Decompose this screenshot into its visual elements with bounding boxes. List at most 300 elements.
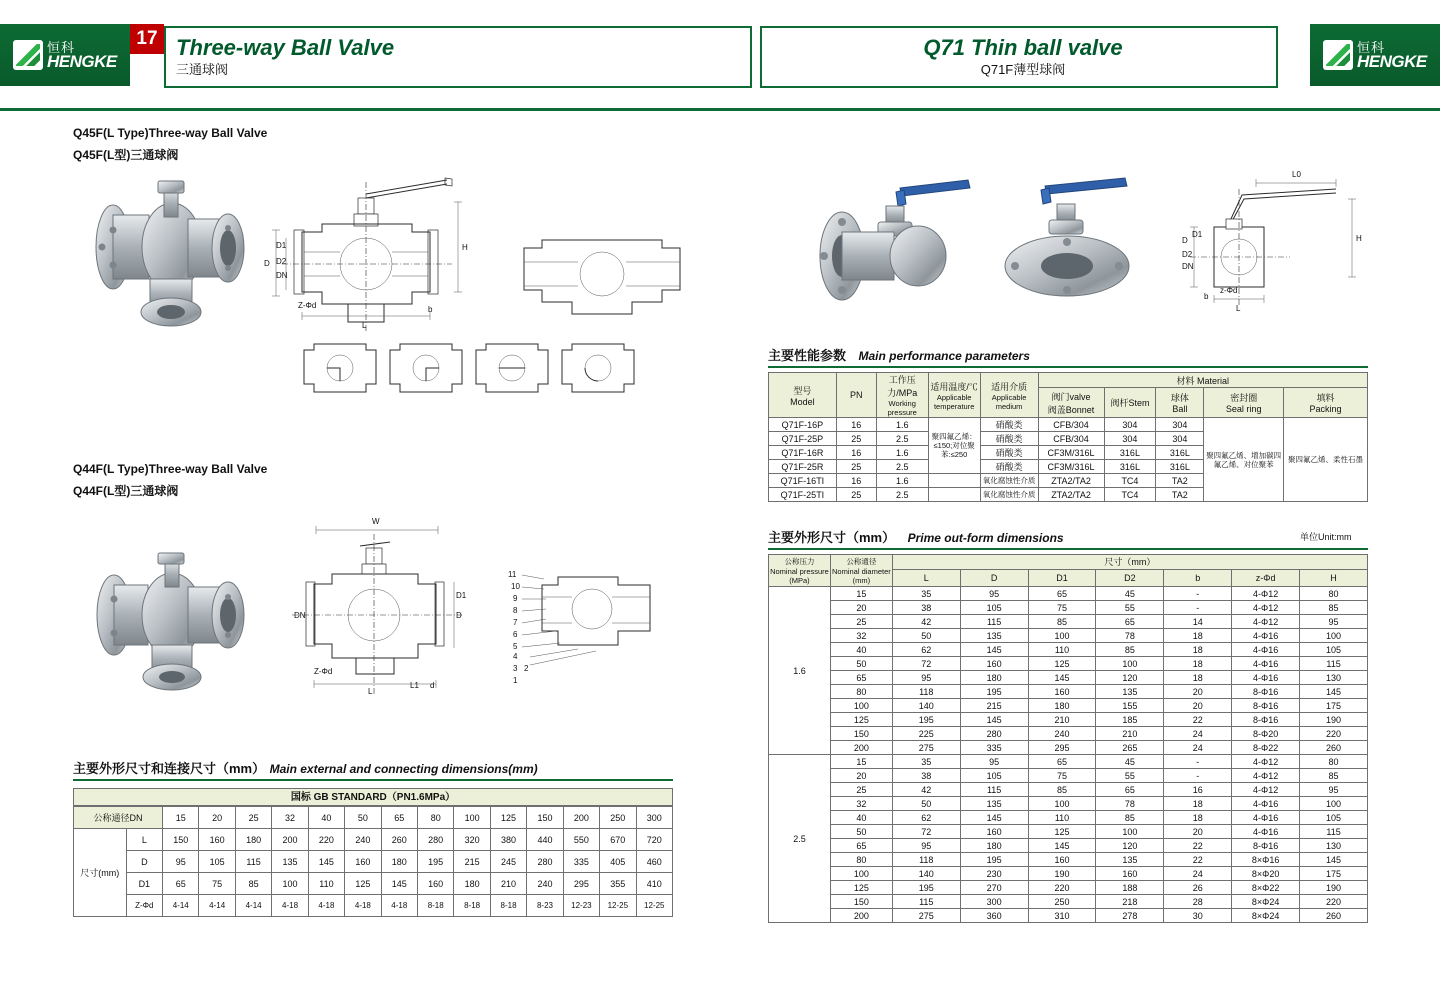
- cell-b: 18: [1164, 811, 1232, 825]
- cell-pressure-25: 2.5: [769, 755, 831, 923]
- cell-D: 105: [960, 601, 1028, 615]
- cell-D-1: 105: [199, 851, 235, 873]
- svg-text:3: 3: [513, 664, 518, 673]
- cell-zd: 4-Φ16: [1232, 629, 1300, 643]
- svg-text:L0: L0: [1292, 170, 1301, 179]
- dim-heading-en: Prime out-form dimensions: [907, 531, 1064, 545]
- cell-L-8: 320: [454, 829, 490, 851]
- cell-D-2: 115: [235, 851, 271, 873]
- cell-b: 30: [1164, 909, 1232, 923]
- q45f-product-photo: [80, 175, 260, 335]
- cell-D2: 160: [1096, 867, 1164, 881]
- cell-Zd-8: 8-18: [454, 895, 490, 917]
- svg-text:D1: D1: [276, 241, 287, 250]
- cell-D1-0: 65: [163, 873, 199, 895]
- th-nd-unit: (mm): [852, 576, 871, 585]
- cell-bonnet-4: ZTA2/TA2: [1038, 474, 1104, 488]
- th-ball-cn: 球体: [1170, 393, 1189, 404]
- cell-L: 275: [892, 909, 960, 923]
- unit-note: 单位Unit:mm: [1300, 532, 1352, 542]
- cell-ball-2: 316L: [1156, 446, 1204, 460]
- cell-zd: 4-Φ16: [1232, 797, 1300, 811]
- cell-D2: 45: [1096, 587, 1164, 601]
- cell-dn-10: 150: [527, 807, 563, 829]
- cell-zd: 8×Φ16: [1232, 853, 1300, 867]
- table-row: [769, 555, 1368, 570]
- svg-text:1: 1: [513, 676, 518, 685]
- cell-model-2: Q71F-16R: [769, 446, 837, 460]
- cell-H: 115: [1300, 825, 1368, 839]
- cell-L: 42: [892, 783, 960, 797]
- left-section-rule: [73, 779, 673, 781]
- cell-D: 335: [960, 741, 1028, 755]
- cell-D1: 85: [1028, 783, 1096, 797]
- q44f-parts-drawing: [500, 565, 690, 690]
- cell-L: 95: [892, 839, 960, 853]
- table-row: [769, 895, 1368, 909]
- cell-D: 145: [960, 713, 1028, 727]
- cell-L: 140: [892, 699, 960, 713]
- row-head-size: [74, 829, 127, 917]
- svg-text:L: L: [368, 687, 373, 696]
- cell-D2: 55: [1096, 601, 1164, 615]
- th-nd-en: Nominal diameter: [831, 567, 891, 576]
- cell-D1-10: 240: [527, 873, 563, 895]
- svg-text:8: 8: [513, 606, 518, 615]
- th-wp-en: Working pressure: [887, 399, 917, 417]
- title-en-left: Three-way Ball Valve: [176, 35, 395, 60]
- cell-D-10: 280: [527, 851, 563, 873]
- cell-D-11: 335: [563, 851, 599, 873]
- cell-L: 118: [892, 853, 960, 867]
- table-row: [769, 839, 1368, 853]
- cell-dn-13: 300: [636, 807, 672, 829]
- row-label-Zd: Z-Φd: [126, 895, 162, 917]
- col-head-dn: 公称通径DN: [74, 807, 163, 829]
- cell-dn-5: 50: [345, 807, 381, 829]
- title-cn-left: 三通球阀: [176, 62, 229, 77]
- cell-L-9: 380: [490, 829, 526, 851]
- cell-Zd-7: 8-18: [417, 895, 453, 917]
- cell-D1: 210: [1028, 713, 1096, 727]
- cell-b: -: [1164, 769, 1232, 783]
- th-medium-en: Applicable medium: [991, 392, 1027, 411]
- cell-dn: 65: [830, 839, 892, 853]
- cell-D1: 190: [1028, 867, 1096, 881]
- title-block-left: [164, 26, 752, 88]
- cell-L: 195: [892, 713, 960, 727]
- cell-wp-2: 1.6: [876, 446, 928, 460]
- cell-D2: 100: [1096, 657, 1164, 671]
- logo-en-left: HENGKE: [47, 51, 117, 71]
- title-block-right: [760, 26, 1278, 88]
- svg-text:H: H: [1356, 234, 1362, 243]
- cell-Zd-12: 12-25: [600, 895, 636, 917]
- cell-D1-11: 295: [563, 873, 599, 895]
- q71f-photo-1: [800, 170, 980, 310]
- cell-medium-5: 氧化腐蚀性介质: [980, 488, 1038, 502]
- cell-D-3: 135: [272, 851, 308, 873]
- cell-b: 24: [1164, 741, 1232, 755]
- cell-pn-2: 16: [836, 446, 876, 460]
- svg-text:b: b: [428, 305, 433, 314]
- cell-dn: 100: [830, 867, 892, 881]
- th-pn: PN: [836, 373, 876, 418]
- perf-section-rule: [768, 366, 1368, 368]
- cell-D: 180: [960, 839, 1028, 853]
- th-zd: z-Φd: [1232, 569, 1300, 586]
- cell-D: 95: [960, 587, 1028, 601]
- cell-D2: 135: [1096, 685, 1164, 699]
- table-row: [769, 853, 1368, 867]
- cell-b: 20: [1164, 825, 1232, 839]
- row-label-D: D: [126, 851, 162, 873]
- cell-bonnet-5: ZTA2/TA2: [1038, 488, 1104, 502]
- cell-D1: 110: [1028, 643, 1096, 657]
- cell-wp-5: 2.5: [876, 488, 928, 502]
- product1-title-cn: Q45F(L型)三通球阀: [73, 148, 179, 162]
- cell-D: 230: [960, 867, 1028, 881]
- cell-D1: 145: [1028, 839, 1096, 853]
- svg-text:2: 2: [524, 664, 529, 673]
- svg-text:z-Φd: z-Φd: [1220, 286, 1238, 295]
- cell-D1: 160: [1028, 685, 1096, 699]
- cell-dn: 32: [830, 797, 892, 811]
- cell-b: 22: [1164, 839, 1232, 853]
- cell-L: 38: [892, 601, 960, 615]
- th-model: [769, 373, 837, 418]
- table-row: [769, 797, 1368, 811]
- cell-bonnet-3: CF3M/316L: [1038, 460, 1104, 474]
- cell-D1-8: 180: [454, 873, 490, 895]
- svg-text:d: d: [430, 681, 435, 690]
- cell-b: 24: [1164, 727, 1232, 741]
- cell-model-0: Q71F-16P: [769, 418, 837, 432]
- cell-dn: 40: [830, 811, 892, 825]
- table-row: [769, 657, 1368, 671]
- cell-D2: 188: [1096, 881, 1164, 895]
- cell-D1: 240: [1028, 727, 1096, 741]
- leaf-icon-right: [1323, 40, 1353, 70]
- cell-L: 38: [892, 769, 960, 783]
- cell-D2: 120: [1096, 671, 1164, 685]
- cell-D-5: 160: [345, 851, 381, 873]
- cell-dn: 25: [830, 783, 892, 797]
- cell-D: 180: [960, 671, 1028, 685]
- cell-zd: 8-Φ16: [1232, 839, 1300, 853]
- cell-H: 95: [1300, 615, 1368, 629]
- th-nominal-diameter: [830, 555, 892, 587]
- th-packing: [1284, 388, 1368, 418]
- cell-D: 195: [960, 685, 1028, 699]
- cell-b: 18: [1164, 797, 1232, 811]
- product2-title-cn: Q44F(L型)三通球阀: [73, 484, 179, 498]
- cell-D2: 135: [1096, 853, 1164, 867]
- cell-L-1: 160: [199, 829, 235, 851]
- th-medium-cn: 适用介质: [991, 381, 1028, 392]
- cell-D1-13: 410: [636, 873, 672, 895]
- cell-L-0: 150: [163, 829, 199, 851]
- svg-text:9: 9: [513, 594, 518, 603]
- table-row: [769, 615, 1368, 629]
- cell-b: 18: [1164, 671, 1232, 685]
- cell-H: 175: [1300, 699, 1368, 713]
- flow-pattern-views: [300, 340, 640, 400]
- perf-heading-cn: 主要性能参数: [768, 348, 847, 363]
- cell-D1: 160: [1028, 853, 1096, 867]
- page-number-left: 17: [130, 24, 164, 54]
- cell-bonnet-2: CF3M/316L: [1038, 446, 1104, 460]
- table-row: [769, 769, 1368, 783]
- svg-text:Z-Φd: Z-Φd: [314, 667, 333, 676]
- table-row: [769, 629, 1368, 643]
- cell-b: 16: [1164, 783, 1232, 797]
- cell-D: 215: [960, 699, 1028, 713]
- cell-D-7: 195: [417, 851, 453, 873]
- cell-medium-0: 硝酸类: [980, 418, 1038, 432]
- logo-cn-right: 恒科: [1357, 39, 1386, 55]
- cell-D2: 78: [1096, 629, 1164, 643]
- cell-H: 100: [1300, 797, 1368, 811]
- cell-D1: 180: [1028, 699, 1096, 713]
- th-pack-en: Packing: [1309, 404, 1342, 415]
- cell-medium-3: 硝酸类: [980, 460, 1038, 474]
- title-cn-right: Q71F薄型球阀: [980, 62, 1066, 77]
- cell-H: 105: [1300, 643, 1368, 657]
- table-row: [769, 741, 1368, 755]
- table-row: [769, 587, 1368, 601]
- cell-D1: 125: [1028, 657, 1096, 671]
- cell-dn: 50: [830, 825, 892, 839]
- th-wp: [876, 373, 928, 418]
- cell-L-12: 670: [600, 829, 636, 851]
- cell-ball-5: TA2: [1156, 488, 1204, 502]
- logo-right: [1310, 24, 1440, 86]
- svg-text:4: 4: [513, 652, 518, 661]
- cell-D2: 55: [1096, 769, 1164, 783]
- cell-b: 24: [1164, 867, 1232, 881]
- cell-packing-cn: 聚四氟乙烯、柔性石墨: [1288, 455, 1364, 464]
- cell-L: 115: [892, 895, 960, 909]
- th-np-en: Nominal pressure: [770, 567, 829, 576]
- cell-H: 130: [1300, 839, 1368, 853]
- th-np-cn: 公称压力: [784, 557, 815, 566]
- svg-text:D1: D1: [1192, 230, 1203, 239]
- perf-heading-en: Main performance parameters: [858, 349, 1030, 363]
- cell-dn: 200: [830, 741, 892, 755]
- cell-D2: 185: [1096, 713, 1164, 727]
- cell-zd: 4-Φ12: [1232, 783, 1300, 797]
- cell-L: 72: [892, 825, 960, 839]
- th-nominal-pressure: [769, 555, 831, 587]
- cell-D1-2: 85: [235, 873, 271, 895]
- cell-H: 260: [1300, 741, 1368, 755]
- logo-cn-left: 恒科: [47, 39, 76, 55]
- th-np-unit: (MPa): [789, 576, 810, 585]
- cell-zd: 4-Φ16: [1232, 643, 1300, 657]
- cell-D2: 278: [1096, 909, 1164, 923]
- cell-H: 220: [1300, 727, 1368, 741]
- svg-text:10: 10: [511, 582, 520, 591]
- cell-D: 145: [960, 643, 1028, 657]
- cell-dn-2: 25: [235, 807, 271, 829]
- dimensions-table: [768, 554, 1368, 923]
- cell-model-5: Q71F-25TI: [769, 488, 837, 502]
- th-D2: D2: [1096, 569, 1164, 586]
- cell-D: 270: [960, 881, 1028, 895]
- cell-zd: 8-Φ22: [1232, 741, 1300, 755]
- cell-pressure-16: 1.6: [769, 587, 831, 755]
- q44f-product-photo: [82, 545, 262, 705]
- cell-dn: 50: [830, 657, 892, 671]
- table-row: [769, 601, 1368, 615]
- leaf-icon: [13, 40, 43, 70]
- cell-H: 105: [1300, 811, 1368, 825]
- cell-L-7: 280: [417, 829, 453, 851]
- svg-text:L: L: [362, 321, 367, 330]
- cell-zd: 8-Φ16: [1232, 699, 1300, 713]
- cell-D2: 78: [1096, 797, 1164, 811]
- cell-b: 18: [1164, 657, 1232, 671]
- th-temp-cn: 适用温度/℃: [930, 381, 978, 392]
- th-temp-en: Applicable temperature: [933, 392, 975, 411]
- cell-Zd-1: 4-14: [199, 895, 235, 917]
- cell-zd: 4-Φ16: [1232, 671, 1300, 685]
- cell-dn: 15: [830, 587, 892, 601]
- cell-pn-0: 16: [836, 418, 876, 432]
- cell-dn-12: 250: [600, 807, 636, 829]
- cell-D-9: 245: [490, 851, 526, 873]
- cell-dn: 20: [830, 769, 892, 783]
- th-seal-cn: 密封圈: [1230, 393, 1258, 404]
- cell-b: 20: [1164, 699, 1232, 713]
- cell-dn-6: 65: [381, 807, 417, 829]
- cell-stem-3: 316L: [1104, 460, 1156, 474]
- cell-L: 118: [892, 685, 960, 699]
- cell-b: 22: [1164, 853, 1232, 867]
- svg-text:11: 11: [508, 570, 517, 579]
- cell-stem-1: 304: [1104, 432, 1156, 446]
- cell-dn-3: 32: [272, 807, 308, 829]
- svg-text:DN: DN: [1182, 262, 1194, 271]
- q71f-section-drawing: [1160, 165, 1370, 315]
- cell-D1: 100: [1028, 629, 1096, 643]
- cell-temp-blank-5: [928, 488, 980, 502]
- q45f-outline-drawing: [512, 228, 692, 328]
- cell-b: 22: [1164, 713, 1232, 727]
- th-D: D: [960, 569, 1028, 586]
- cell-D1-9: 210: [490, 873, 526, 895]
- cell-D: 160: [960, 825, 1028, 839]
- table-row: [769, 699, 1368, 713]
- cell-D1: 250: [1028, 895, 1096, 909]
- table-row: [74, 807, 673, 829]
- svg-text:D: D: [456, 611, 462, 620]
- cell-D2: 100: [1096, 825, 1164, 839]
- cell-H: 115: [1300, 657, 1368, 671]
- cell-D2: 85: [1096, 643, 1164, 657]
- th-stem: 阀杆Stem: [1104, 388, 1156, 418]
- cell-dn: 150: [830, 895, 892, 909]
- standard-bar: 国标 GB STANDARD（PN1.6MPa）: [73, 788, 673, 806]
- cell-model-4: Q71F-16TI: [769, 474, 837, 488]
- svg-text:D: D: [1182, 236, 1188, 245]
- cell-H: 175: [1300, 867, 1368, 881]
- cell-Zd-3: 4-18: [272, 895, 308, 917]
- left-dim-heading-cn: 主要外形尺寸和连接尺寸（mm）: [73, 761, 266, 776]
- cell-H: 145: [1300, 685, 1368, 699]
- cell-L: 50: [892, 629, 960, 643]
- table-row: [769, 881, 1368, 895]
- cell-D: 135: [960, 797, 1028, 811]
- th-medium: [980, 373, 1038, 418]
- cell-Zd-5: 4-18: [345, 895, 381, 917]
- cell-Zd-9: 8-18: [490, 895, 526, 917]
- q44f-section-drawing: [268, 512, 483, 697]
- svg-text:5: 5: [513, 642, 518, 651]
- cell-Zd-0: 4-14: [163, 895, 199, 917]
- cell-D1: 75: [1028, 601, 1096, 615]
- cell-zd: 4-Φ12: [1232, 755, 1300, 769]
- cell-H: 145: [1300, 853, 1368, 867]
- left-dim-heading-en: Main external and connecting dimensions(mm): [269, 762, 538, 776]
- cell-D1-12: 355: [600, 873, 636, 895]
- cell-L-5: 240: [345, 829, 381, 851]
- cell-ball-4: TA2: [1156, 474, 1204, 488]
- cell-D: 115: [960, 783, 1028, 797]
- dim-section-heading: [768, 527, 1064, 547]
- cell-H: 100: [1300, 629, 1368, 643]
- dim-section-rule: [768, 548, 1368, 550]
- cell-D2: 65: [1096, 615, 1164, 629]
- cell-wp-3: 2.5: [876, 460, 928, 474]
- table-row: [769, 909, 1368, 923]
- cell-D1-4: 110: [308, 873, 344, 895]
- cell-D: 105: [960, 769, 1028, 783]
- cell-L: 62: [892, 811, 960, 825]
- cell-L-13: 720: [636, 829, 672, 851]
- cell-L: 62: [892, 643, 960, 657]
- th-nd-cn: 公称通径: [846, 557, 877, 566]
- cell-L-3: 200: [272, 829, 308, 851]
- cell-L: 195: [892, 881, 960, 895]
- cell-b: -: [1164, 755, 1232, 769]
- cell-zd: 8×Φ22: [1232, 881, 1300, 895]
- cell-b: 18: [1164, 629, 1232, 643]
- cell-D1-6: 145: [381, 873, 417, 895]
- cell-bonnet-1: CFB/304: [1038, 432, 1104, 446]
- cell-zd: 8×Φ24: [1232, 909, 1300, 923]
- svg-text:Z-Φd: Z-Φd: [298, 301, 317, 310]
- cell-L: 72: [892, 657, 960, 671]
- cell-seal-note: 聚四氟乙烯、增加碳四氟乙烯、对位聚苯: [1204, 418, 1284, 502]
- cell-zd: 8×Φ24: [1232, 895, 1300, 909]
- table-row: [769, 811, 1368, 825]
- svg-text:7: 7: [513, 618, 518, 627]
- cell-D: 135: [960, 629, 1028, 643]
- cell-pn-1: 25: [836, 432, 876, 446]
- table-row: [769, 685, 1368, 699]
- svg-text:D2: D2: [1182, 250, 1193, 259]
- cell-D2: 210: [1096, 727, 1164, 741]
- cell-model-3: Q71F-25R: [769, 460, 837, 474]
- q45f-section-drawing: [262, 172, 472, 337]
- cell-D: 300: [960, 895, 1028, 909]
- svg-text:6: 6: [513, 630, 518, 639]
- table-row: [74, 873, 673, 895]
- cell-H: 80: [1300, 755, 1368, 769]
- cell-Zd-4: 4-18: [308, 895, 344, 917]
